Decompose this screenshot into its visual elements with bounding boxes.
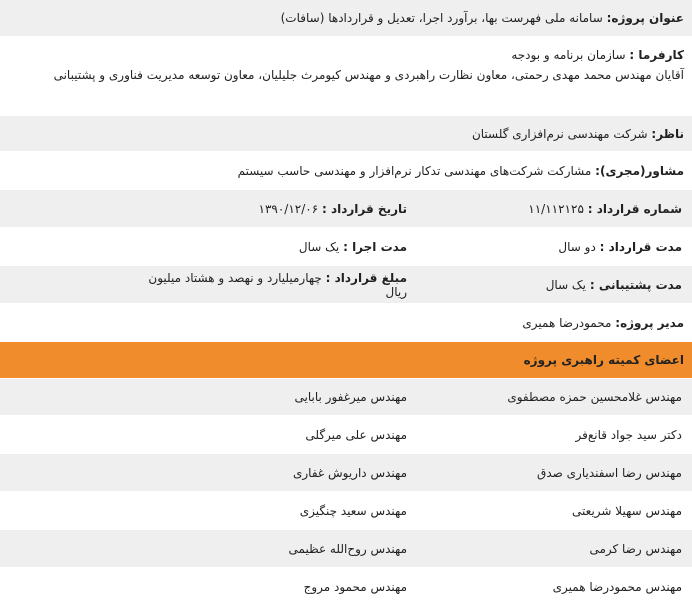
committee-member: مهندس سهیلا شریعتی [572, 503, 682, 518]
support-duration-cell: مدت پشتیبانی : یک سال [545, 277, 682, 292]
project-manager-row: مدیر پروژه : محمودرضا همیری [0, 304, 692, 342]
support-duration-value: یک سال [545, 277, 587, 292]
employer-row: کارفرما : سازمان برنامه و بودجه آقایان مهندس محمد مهدی رحمتی، معاون نظارت راهبردی و مهندس کیومرث جلیلیان، معاون توسعه مدیریت فناوری و پشتیبانی [0, 37, 692, 116]
colon: : [606, 11, 612, 25]
committee-member: مهندس میرغفور بابایی [294, 390, 407, 404]
consultant-value: مشارکت شرکت‌های مهندسی تدکار نرم‌افزار و مهندسی حاسب سیستم [237, 163, 592, 178]
project-title-value: سامانه ملی فهرست بها، برآورد اجرا، تعدیل و قراردادها (سافات) [280, 11, 603, 25]
committee-member: مهندس داریوش غفاری [292, 465, 407, 480]
committee-member: دکتر سید جواد قانع‌فر [575, 427, 682, 442]
committee-member: مهندس روح‌الله عظیمی [288, 541, 407, 556]
committee-member: مهندس علی میرگلی [305, 427, 407, 442]
contract-amount-value: چهارمیلیارد و نهصد و هشتاد میلیون ریال [148, 270, 407, 299]
contract-duration-value: دو سال [558, 239, 596, 254]
committee-member: مهندس محمود مروج [303, 579, 407, 594]
committee-member: مهندس غلامحسین حمزه مصطفوی [507, 390, 682, 404]
consultant-label: مشاور(مجری) [599, 163, 684, 178]
contract-number-cell: شماره قرارداد : ۱۱/۱۱۲۱۲۵ [528, 201, 682, 216]
employer-value: سازمان برنامه و بودجه [511, 48, 626, 62]
committee-row [0, 492, 692, 530]
supervisor-row: ناظر : شرکت مهندسی نرم‌افزاری گلستان [0, 116, 692, 152]
employer-people: آقایان مهندس محمد مهدی رحمتی، معاون نظارت راهبردی و مهندس کیومرث جلیلیان، معاون توسعه مدیریت فناوری و پشتیبانی [53, 68, 684, 82]
contract-amount-label: مبلغ قرارداد [334, 270, 407, 285]
committee-row [0, 568, 692, 606]
committee-row [0, 379, 692, 416]
contract-duration-row [0, 228, 692, 266]
project-manager-label: مدیر پروژه [620, 315, 684, 330]
contract-duration-label: مدت قرارداد [608, 239, 682, 254]
contract-number-value: ۱۱/۱۱۲۱۲۵ [528, 201, 584, 216]
support-row [0, 266, 692, 304]
supervisor-value: شرکت مهندسی نرم‌افزاری گلستان [471, 126, 648, 141]
contract-date-cell: تاریخ قرارداد : ۱۳۹۰/۱۲/۰۶ [258, 201, 407, 216]
consultant-row: مشاور(مجری) : مشارکت شرکت‌های مهندسی تدکار نرم‌افزار و مهندسی حاسب سیستم [0, 152, 692, 190]
project-manager-value: محمودرضا همیری [522, 315, 612, 330]
committee-member: مهندس محمودرضا همیری [552, 579, 682, 594]
contract-number-label: شماره قرارداد [596, 201, 682, 216]
contract-amount-cell: مبلغ قرارداد : چهارمیلیارد و نهصد و هشتاد میلیون ریال [148, 270, 407, 299]
committee-member: مهندس رضا کرمی [589, 541, 682, 556]
contract-date-value: ۱۳۹۰/۱۲/۰۶ [258, 201, 319, 216]
committee-row [0, 416, 692, 454]
project-title-row [0, 0, 692, 37]
exec-duration-cell: مدت اجرا : یک سال [298, 239, 407, 254]
committee-header-text: اعضای کمیته راهبری پروژه [523, 353, 684, 367]
support-duration-label: مدت پشتیبانی [598, 277, 682, 292]
contract-date-label: تاریخ قرارداد [330, 201, 407, 216]
contract-number-row [0, 190, 692, 228]
committee-member: مهندس رضا اسفندیاری صدق [537, 465, 682, 480]
committee-member: مهندس سعید چنگیزی [299, 503, 407, 518]
contract-duration-cell: مدت قرارداد : دو سال [558, 239, 682, 254]
exec-duration-label: مدت اجرا [352, 239, 407, 254]
employer-label: کارفرما [638, 48, 684, 62]
project-title-label: عنوان پروژه [611, 11, 684, 25]
supervisor-label: ناظر [656, 126, 684, 141]
committee-header [0, 342, 692, 379]
exec-duration-value: یک سال [298, 239, 340, 254]
committee-row [0, 530, 692, 568]
committee-row [0, 454, 692, 492]
